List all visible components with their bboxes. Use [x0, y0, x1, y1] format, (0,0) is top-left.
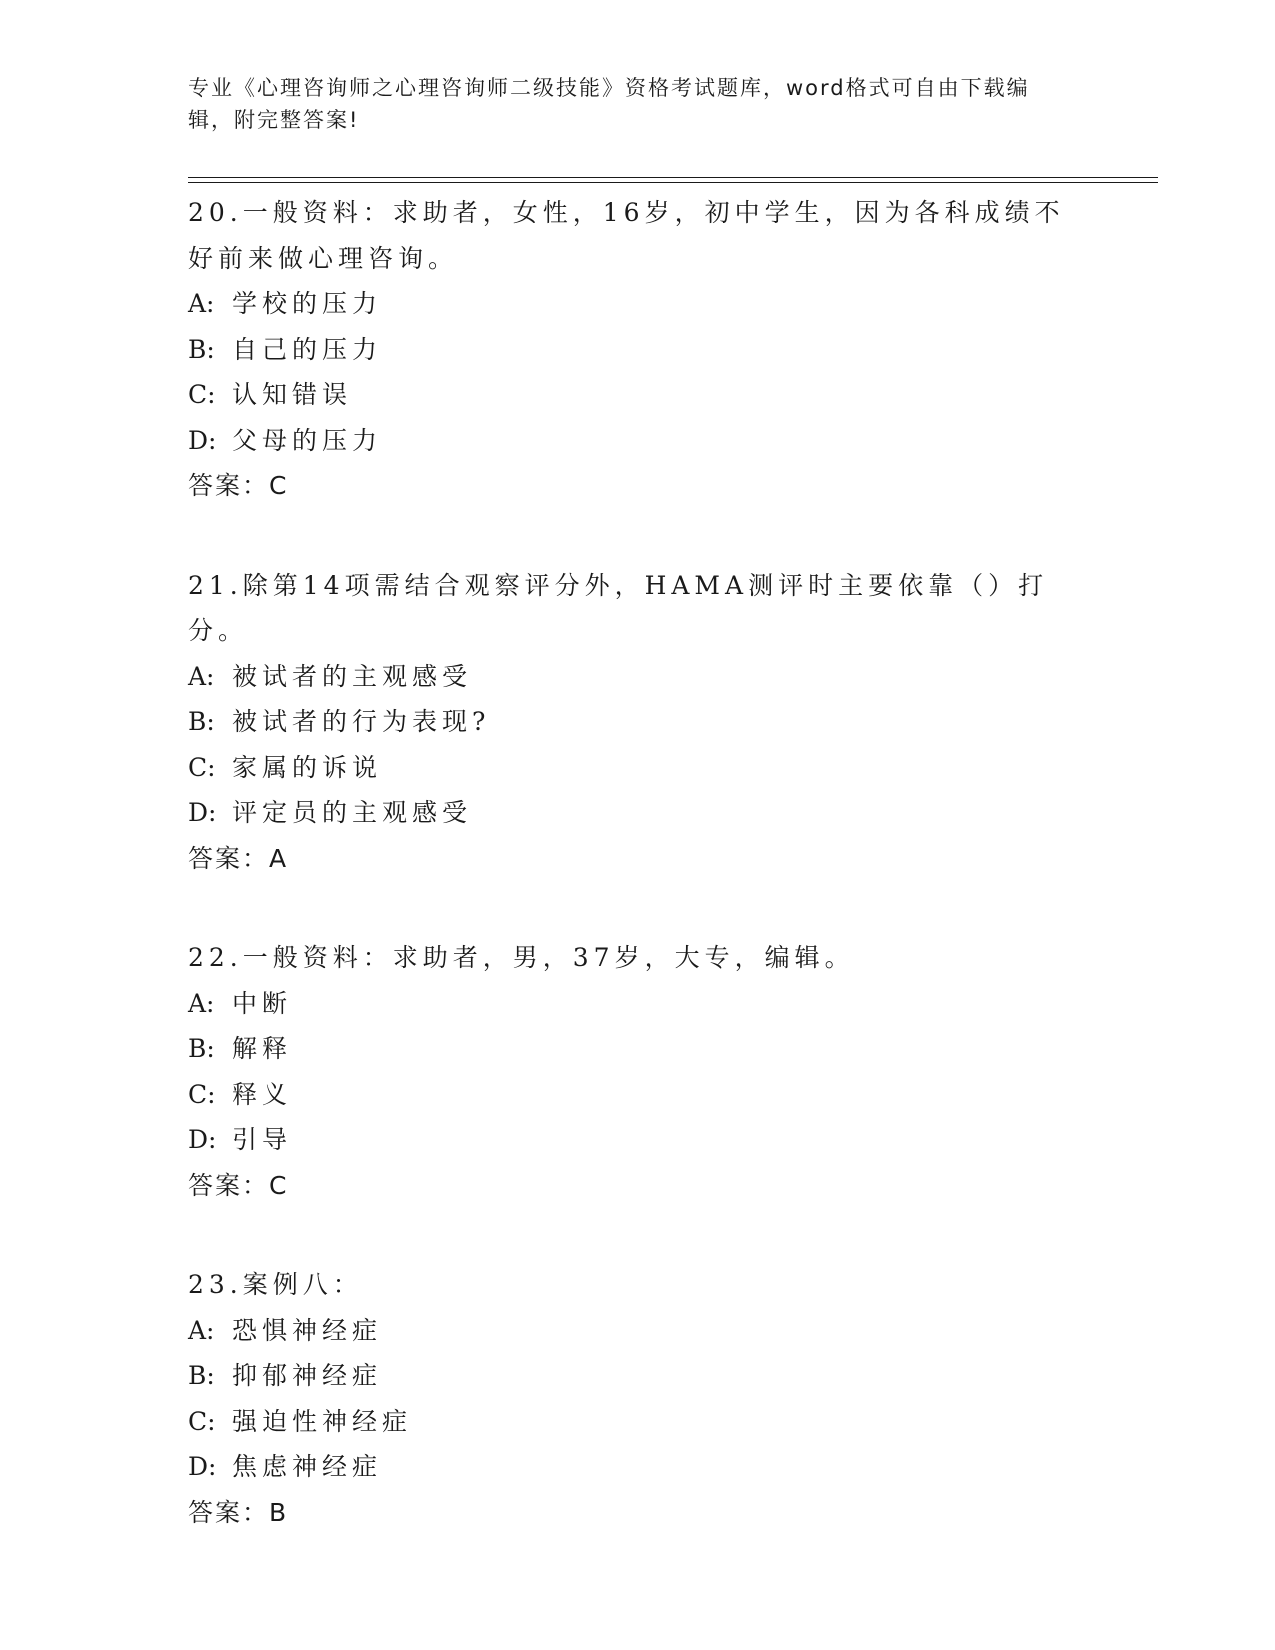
option-letter: D: [188, 798, 217, 827]
option-text: 被试者的行为表现? [232, 707, 491, 736]
option-text: 恐惧神经症 [232, 1315, 383, 1345]
header-rule-bottom [188, 182, 1158, 183]
option-a [188, 981, 1088, 1027]
option-b [188, 327, 1088, 373]
answer-label: 答案： [188, 471, 270, 500]
option-text: 中断 [232, 988, 293, 1018]
question-21 [188, 563, 1088, 882]
option-text: 家属的诉说 [232, 752, 383, 782]
document-header [188, 72, 1068, 136]
answer-line [188, 463, 1088, 509]
option-c [188, 1072, 1088, 1118]
option-text: 评定员的主观感受 [232, 798, 473, 827]
answer-value: C [269, 471, 289, 500]
option-letter: A: [188, 1315, 215, 1345]
answer-line [188, 1490, 1088, 1536]
answer-label: 答案： [188, 1497, 270, 1527]
option-letter: A: [188, 661, 215, 691]
option-a [188, 654, 1088, 700]
question-22 [188, 935, 1088, 1208]
option-text: 父母的压力 [232, 425, 383, 455]
option-letter: C: [188, 380, 216, 409]
option-text: 自己的压力 [232, 334, 383, 364]
option-text: 解释 [232, 1034, 293, 1063]
question-23 [188, 1262, 1088, 1535]
option-b [188, 699, 1088, 745]
header-rule-top [188, 177, 1158, 178]
answer-value: A [269, 843, 289, 873]
option-text: 强迫性神经症 [232, 1406, 413, 1436]
option-letter: B: [188, 707, 215, 736]
option-c [188, 1399, 1088, 1445]
option-text: 引导 [232, 1125, 293, 1154]
option-text: 学校的压力 [232, 289, 383, 318]
option-letter: D: [188, 1125, 217, 1154]
option-d [188, 790, 1088, 836]
option-letter: D: [188, 1452, 217, 1481]
option-d [188, 418, 1088, 464]
header-intro-text: 专业《心理咨询师之心理咨询师二级技能》资格考试题库，word格式可自由下载编辑，附完整答案! [188, 76, 1030, 132]
question-stem: 21.除第14项需结合观察评分外，HAMA测评时主要依靠（）打分。 [188, 570, 1049, 645]
option-text: 被试者的主观感受 [232, 661, 473, 691]
option-text: 释义 [232, 1079, 293, 1109]
option-a [188, 281, 1088, 327]
question-stem: 23.案例八： [188, 1270, 363, 1299]
option-letter: A: [188, 289, 215, 318]
option-letter: B: [188, 1361, 215, 1390]
option-letter: D: [188, 425, 217, 455]
option-letter: C: [188, 1079, 216, 1109]
option-letter: C: [188, 752, 216, 782]
option-text: 认知错误 [232, 380, 353, 409]
answer-label: 答案： [188, 1170, 270, 1200]
question-stem: 20.一般资料：求助者，女性，16岁，初中学生，因为各科成绩不好前来做心理咨询。 [188, 198, 1065, 273]
option-letter: A: [188, 988, 215, 1018]
option-d [188, 1117, 1088, 1163]
question-20 [188, 190, 1088, 509]
option-c [188, 745, 1088, 791]
answer-value: C [269, 1170, 289, 1200]
answer-value: B [269, 1497, 289, 1527]
option-letter: C: [188, 1406, 216, 1436]
option-text: 焦虑神经症 [232, 1452, 383, 1481]
option-b [188, 1026, 1088, 1072]
question-list [188, 190, 1088, 1589]
option-text: 抑郁神经症 [232, 1361, 383, 1390]
option-d [188, 1444, 1088, 1490]
question-stem: 22.一般资料：求助者，男，37岁，大专，编辑。 [188, 943, 855, 972]
option-a [188, 1308, 1088, 1354]
option-letter: B: [188, 1034, 215, 1063]
option-letter: B: [188, 334, 215, 364]
answer-line [188, 1163, 1088, 1209]
answer-line [188, 836, 1088, 882]
answer-label: 答案： [188, 843, 270, 873]
option-c [188, 372, 1088, 418]
option-b [188, 1353, 1088, 1399]
